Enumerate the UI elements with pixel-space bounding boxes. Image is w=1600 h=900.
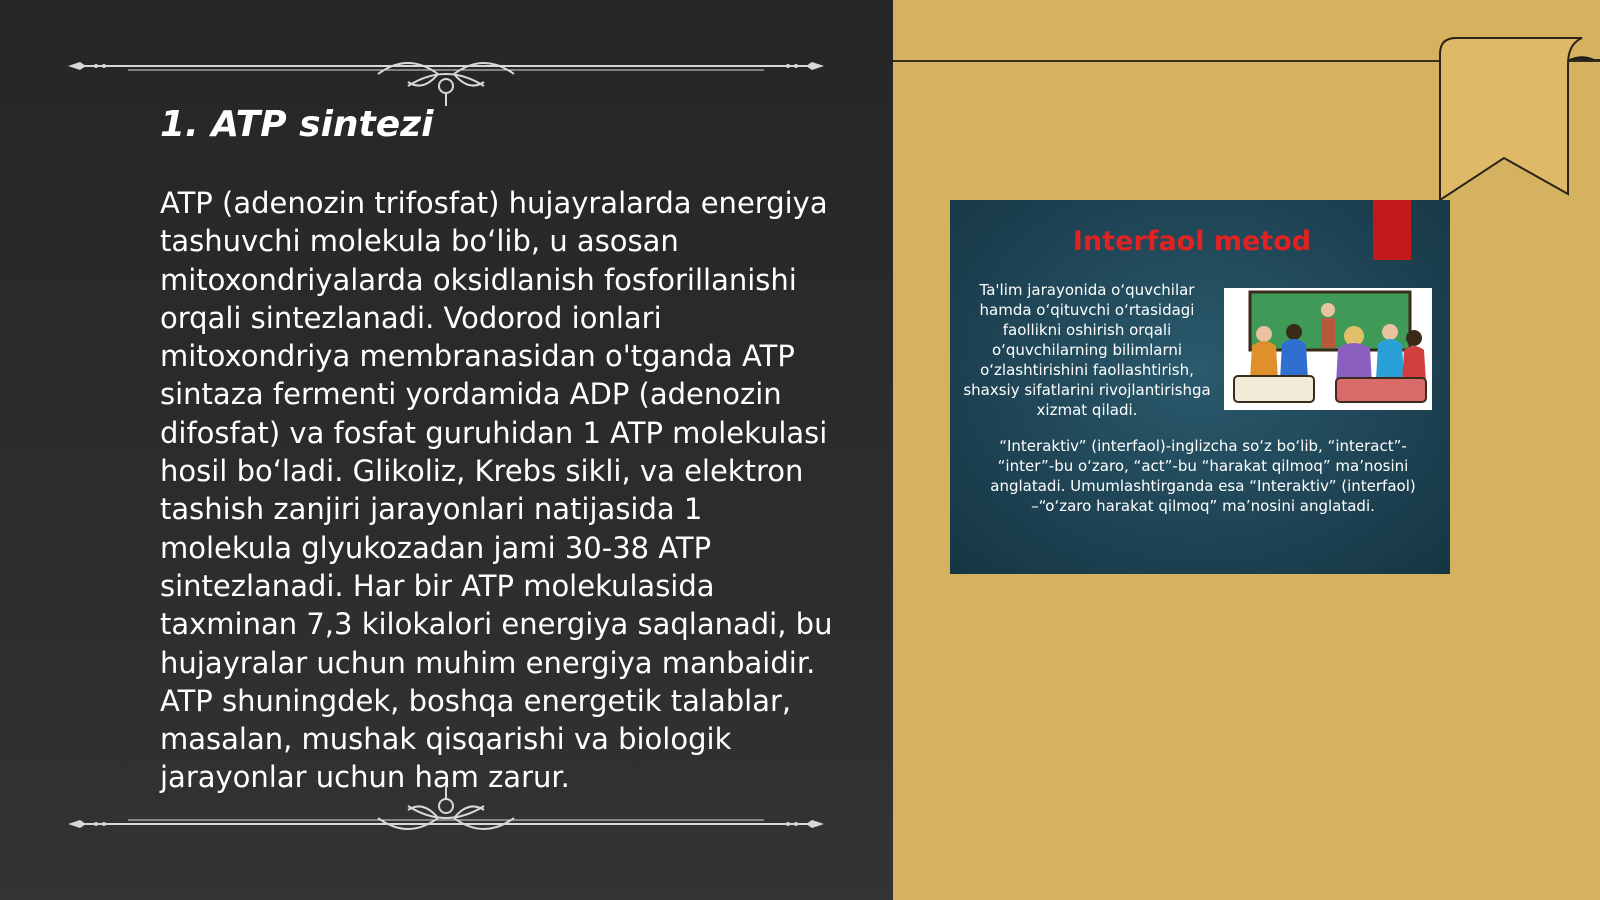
- ornament-divider-bottom-icon: [68, 780, 824, 840]
- slide-body-text: ATP (adenozin trifosfat) hujayralarda energiya tashuvchi molekula bo‘lib, u asosan mitoxondriyalarda oksidlanish fosforillanishi orqali sintezlanadi. Vodorod ionlari mitoxondriya membranasidan o'tganda ATP sintaza fermenti yordamida ADP (adenozin difosfat) va fosfat guruhidan 1 ATP molekulasi hosil bo‘ladi. Glikoliz, Krebs sikli, va elektron tashish zanjiri jarayonlari natijasida 1 molekula glyukozadan jami 30-38 ATP sintezlanadi. Har bir ATP molekulasida taxminan 7,3 kilokalori energiya saqlanadi, bu hujayralar uchun muhim energiya manbaidir. ATP shuningdek, boshqa energetik talablar, masalan, mushak qisqarishi va biologik jarayonlar uchun ham zarur.: [160, 186, 833, 795]
- embedded-slide-description: Ta'lim jarayonida o‘quvchilar hamda o‘qituvchi o‘rtasidagi faollikni oshirish orqali o‘quvchilarning bilimlarni o‘zlashtirishini faollashtirish, shaxsiy sifatlarini rivojlantirishga xizmat qiladi.: [963, 281, 1211, 419]
- slide-title: 1. ATP sintezi: [160, 104, 434, 145]
- embedded-slide-image: [950, 200, 1450, 574]
- embedded-slide-title: Interfaol metod: [1072, 226, 1312, 257]
- ornament-divider-top-icon: [68, 52, 824, 112]
- classroom-illustration-icon: [1224, 288, 1432, 410]
- embedded-slide-note: “Interaktiv” (interfaol)-inglizcha so‘z bo‘lib, “interact”- “inter”-bu o‘zaro, “act”-bu “harakat qilmoq” ma’nosini anglatadi. Umumlashtirganda esa “Interaktiv” (interfaol) –“o‘zaro harakat qilmoq” ma’nosini anglatadi.: [990, 437, 1416, 515]
- bookmark-ribbon-icon: [1432, 34, 1600, 200]
